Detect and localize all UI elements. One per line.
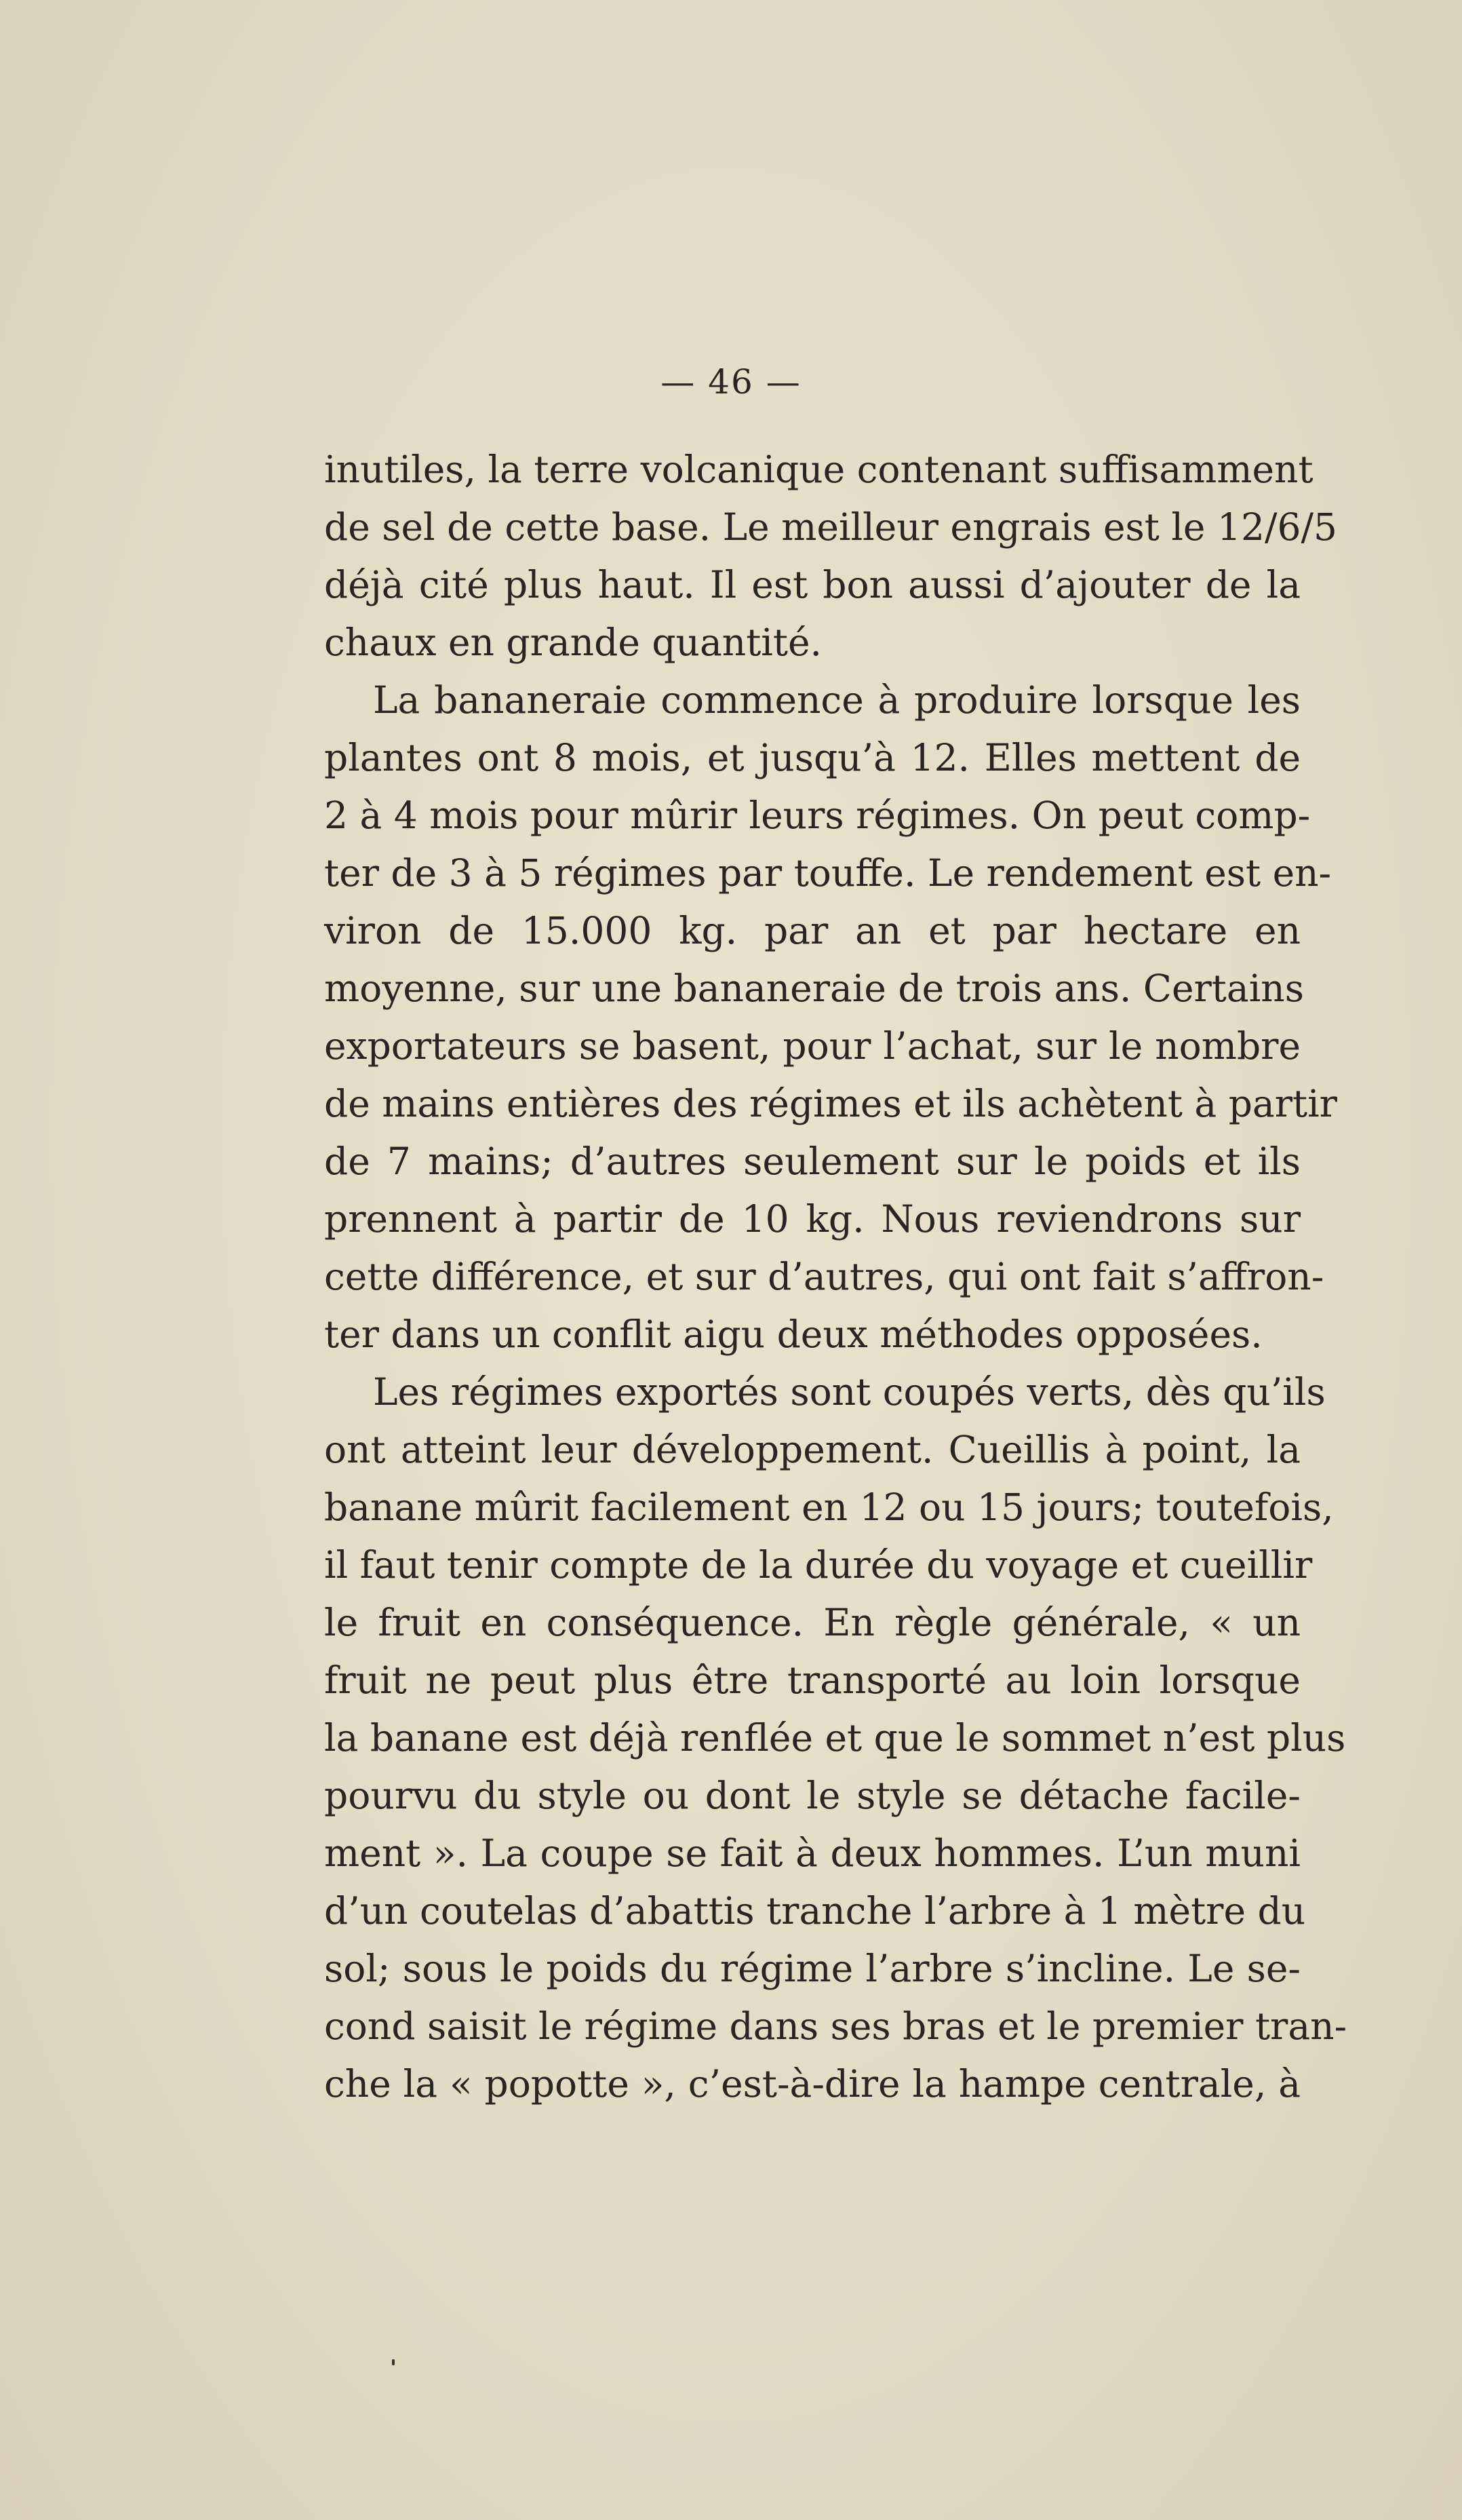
text-line: il faut tenir compte de la durée du voyage et cueillir bbox=[324, 1543, 1313, 1587]
text-line: la banane est déjà renflée et que le sommet n’est plus bbox=[324, 1716, 1346, 1760]
text-line: plantes ont 8 mois, et jusqu’à 12. Elles mettent de bbox=[324, 736, 1301, 779]
text-line: de 7 mains; d’autres seulement sur le poids et ils bbox=[324, 1140, 1301, 1183]
text-line: ment ». La coupe se fait à deux hommes. L’un muni bbox=[324, 1831, 1301, 1875]
text-line: banane mûrit facilement en 12 ou 15 jours; toutefois, bbox=[324, 1486, 1334, 1529]
text-line: La bananeraie commence à produire lorsque les bbox=[373, 678, 1301, 722]
text-line: sol; sous le poids du régime l’arbre s’incline. Le se- bbox=[324, 1947, 1301, 1990]
text-line: déjà cité plus haut. Il est bon aussi d’ajouter de la bbox=[324, 563, 1301, 606]
body-text bbox=[324, 441, 1347, 2113]
text-line: le fruit en conséquence. En règle générale, « un bbox=[324, 1601, 1301, 1644]
text-line: ter dans un conflit aigu deux méthodes opposées. bbox=[324, 1313, 1263, 1356]
text-line: pourvu du style ou dont le style se détache facile- bbox=[324, 1774, 1301, 1817]
text-line: 2 à 4 mois pour mûrir leurs régimes. On peut comp- bbox=[324, 794, 1311, 837]
text-line: de mains entières des régimes et ils achètent à partir bbox=[324, 1082, 1337, 1125]
text-line: Les régimes exportés sont coupés verts, dès qu’ils bbox=[373, 1370, 1326, 1414]
text-line: chaux en grande quantité. bbox=[324, 621, 823, 664]
text-line: viron de 15.000 kg. par an et par hectare en bbox=[324, 909, 1301, 952]
page-number: — 46 — bbox=[660, 362, 802, 402]
text-line: inutiles, la terre volcanique contenant suffisamment bbox=[324, 448, 1313, 491]
text-line: che la « popotte », c’est-à-dire la hampe centrale, à bbox=[324, 2062, 1301, 2106]
text-line: d’un coutelas d’abattis tranche l’arbre à 1 mètre du bbox=[324, 1889, 1306, 1933]
text-line: ter de 3 à 5 régimes par touffe. Le rendement est en- bbox=[324, 851, 1332, 895]
text-line: prennent à partir de 10 kg. Nous reviendrons sur bbox=[324, 1197, 1301, 1241]
text-line: moyenne, sur une bananeraie de trois ans. Certains bbox=[324, 967, 1304, 1010]
text-line: cond saisit le régime dans ses bras et le premier tran- bbox=[324, 2004, 1347, 2048]
text-line: ont atteint leur développement. Cueillis à point, la bbox=[324, 1428, 1301, 1471]
text-line: exportateurs se basent, pour l’achat, sur le nombre bbox=[324, 1024, 1301, 1068]
text-line: fruit ne peut plus être transporté au loin lorsque bbox=[324, 1659, 1301, 1702]
text-line: cette différence, et sur d’autres, qui ont fait s’affron- bbox=[324, 1255, 1324, 1298]
paper-speck bbox=[392, 2359, 395, 2365]
text-line: de sel de cette base. Le meilleur engrais est le 12/6/5 bbox=[324, 505, 1337, 549]
